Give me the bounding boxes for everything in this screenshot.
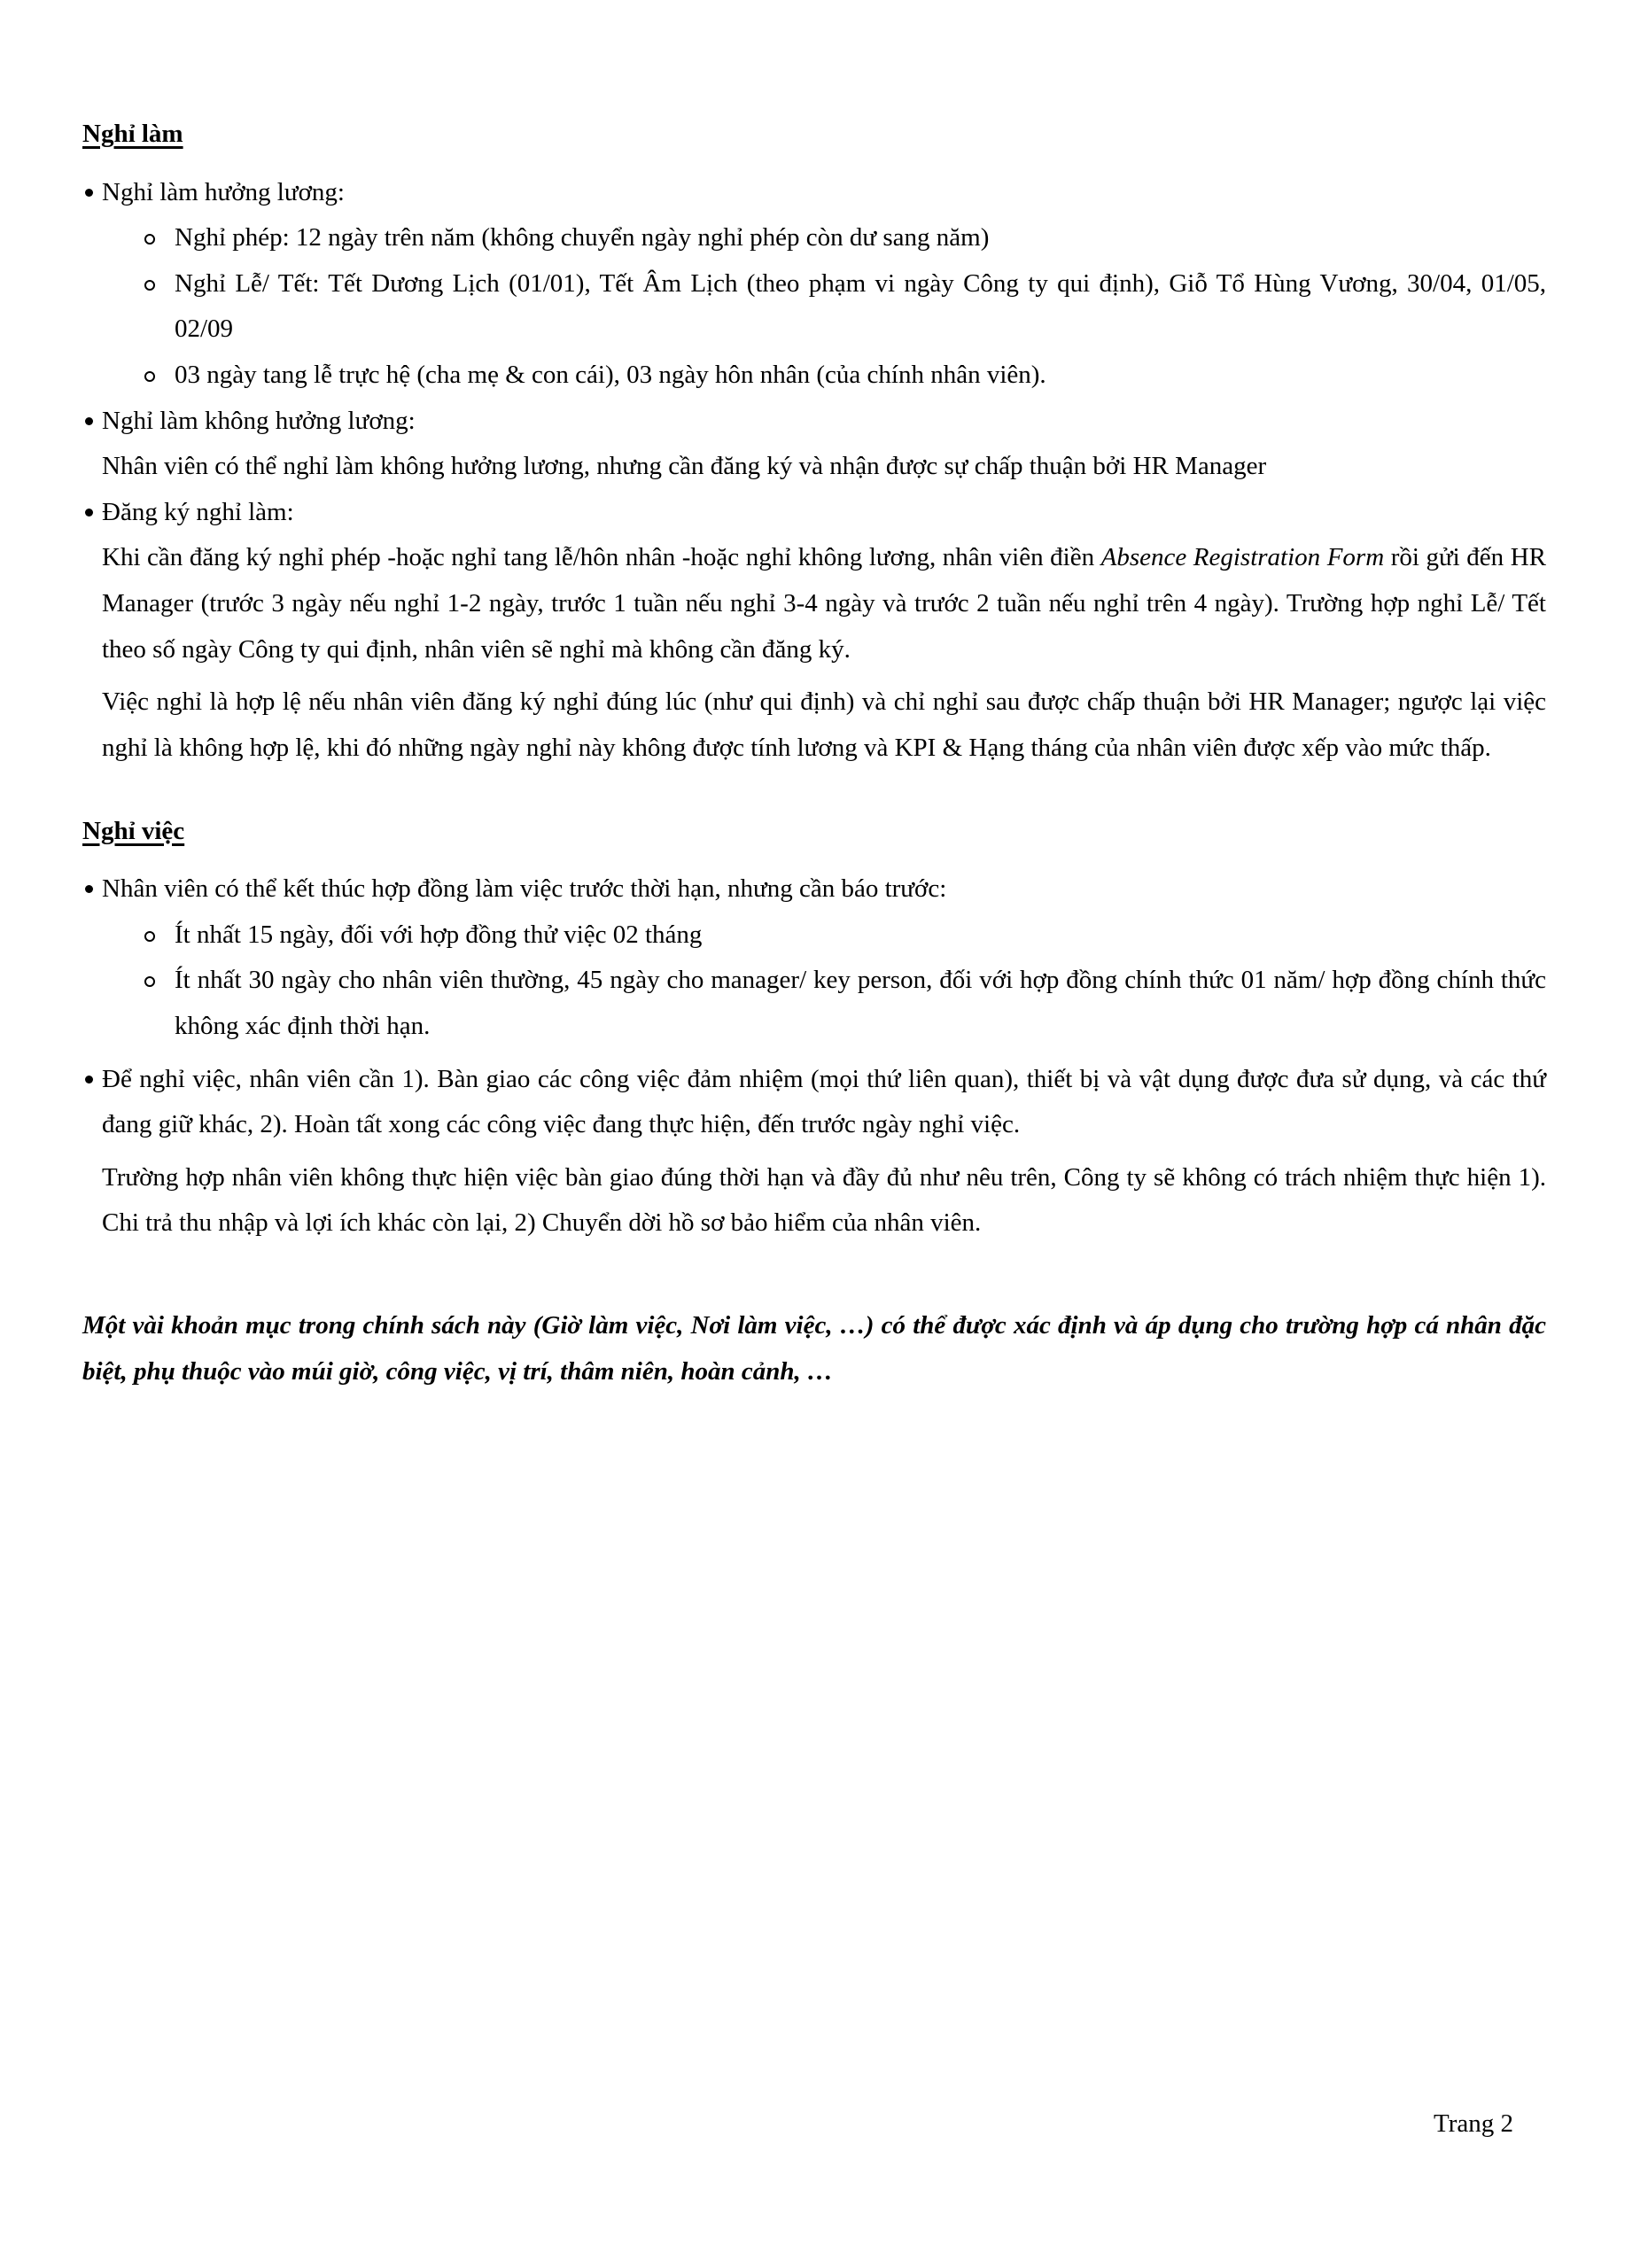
subbullet-nghi-phep xyxy=(82,215,1546,261)
bullet-text: Nghỉ làm không hưởng lương: xyxy=(102,406,416,435)
section-heading-text: Nghỉ việc xyxy=(82,816,185,845)
closing-note xyxy=(82,1303,1546,1394)
paragraph-text: Việc nghỉ là hợp lệ nếu nhân viên đăng ký nghỉ đúng lúc (như qui định) và chỉ nghỉ sau được chấp thuận bởi HR Manager; ngược lại việc nghỉ là không hợp lệ, khi đó những ngày nghỉ này không được tính lương và KPI & Hạng tháng của nhân viên được xếp vào mức thấp. xyxy=(102,687,1546,762)
closing-note-text: Một vài khoản mục trong chính sách này (Giờ làm việc, Nơi làm việc, …) có thể được xác định và áp dụng cho trường hợp cá nhân đặc biệt, phụ thuộc vào múi giờ, công việc, vị trí, thâm niên, hoàn cảnh, … xyxy=(82,1311,1546,1386)
form-name-italic: Absence Registration Form xyxy=(1100,543,1385,572)
section-heading-nghi-lam xyxy=(82,112,1546,158)
subbullet-15-ngay xyxy=(82,913,1546,959)
bullet-text: Nghỉ làm hưởng lương: xyxy=(102,177,345,206)
subbullet-text: Ít nhất 30 ngày cho nhân viên thường, 45 ngày cho manager/ key person, đối với hợp đồng chính thức 01 năm/ hợp đồng chính thức không xác định thời hạn. xyxy=(175,966,1546,1040)
bullet-text: Để nghỉ việc, nhân viên cần 1). Bàn giao các công việc đảm nhiệm (mọi thứ liên quan), thiết bị và vật dụng được đưa sử dụng, và các thứ đang giữ khác, 2). Hoàn tất xong các công việc đang thực hiện, đến trước ngày nghỉ việc. xyxy=(102,1064,1546,1139)
bullet-ket-thuc-hop-dong xyxy=(82,866,1546,913)
bullet-nghi-lam-khong-huong-luong xyxy=(82,399,1546,445)
subbullet-tang-le-hon-nhan xyxy=(82,353,1546,399)
section-heading-text: Nghỉ làm xyxy=(82,120,183,148)
bullet-text: Đăng ký nghỉ làm: xyxy=(102,497,294,526)
subbullet-30-ngay xyxy=(82,958,1546,1049)
subbullet-text: Nghỉ phép: 12 ngày trên năm (không chuyển ngày nghỉ phép còn dư sang năm) xyxy=(175,223,990,252)
paragraph-text: rồi gửi đến HR Manager (trước 3 ngày nếu nghỉ 1-2 ngày, trước 1 tuần nếu nghỉ 3-4 ngày và trước 2 tuần nếu nghỉ trên 4 ngày). Trường hợp nghỉ Lễ/ Tết theo số ngày Công ty qui định, nhân viên sẽ nghỉ mà không cần đăng ký. xyxy=(102,543,1546,664)
paragraph-nghi-khong-luong xyxy=(102,444,1546,490)
bullet-de-nghi-viec xyxy=(82,1057,1546,1148)
subbullet-nghi-le-tet xyxy=(82,261,1546,353)
bullet-text: Nhân viên có thể kết thúc hợp đồng làm việc trước thời hạn, nhưng cần báo trước: xyxy=(102,874,947,904)
subbullet-text: 03 ngày tang lễ trực hệ (cha mẹ & con cái), 03 ngày hôn nhân (của chính nhân viên). xyxy=(175,361,1046,390)
page-number-text: Trang 2 xyxy=(1434,2109,1513,2138)
paragraph-text: Nhân viên có thể nghỉ làm không hưởng lương, nhưng cần đăng ký và nhận được sự chấp thuận bởi HR Manager xyxy=(102,452,1267,481)
bullet-dang-ky-nghi-lam xyxy=(82,490,1546,536)
section-heading-nghi-viec xyxy=(82,809,1546,855)
paragraph-text: Trường hợp nhân viên không thực hiện việc bàn giao đúng thời hạn và đầy đủ như nêu trên, Công ty sẽ không có trách nhiệm thực hiện 1). Chi trả thu nhập và lợi ích khác còn lại, 2) Chuyển dời hồ sơ bảo hiểm của nhân viên. xyxy=(102,1162,1546,1238)
bullet-nghi-lam-huong-luong xyxy=(82,170,1546,216)
paragraph-text: Khi cần đăng ký nghỉ phép -hoặc nghỉ tang lễ/hôn nhân -hoặc nghỉ không lương, nhân viên điền xyxy=(102,543,1101,572)
subbullet-text: Ít nhất 15 ngày, đối với hợp đồng thử việc 02 tháng xyxy=(175,920,703,949)
subbullet-text: Nghỉ Lễ/ Tết: Tết Dương Lịch (01/01), Tết Âm Lịch (theo phạm vi ngày Công ty qui định), Giỗ Tổ Hùng Vương, 30/04, 01/05, 02/09 xyxy=(175,268,1546,344)
paragraph-hop-le xyxy=(102,680,1546,771)
paragraph-absence-registration xyxy=(102,535,1546,672)
paragraph-truong-hop-ban-giao xyxy=(102,1155,1546,1247)
page-number xyxy=(1434,2101,1513,2148)
